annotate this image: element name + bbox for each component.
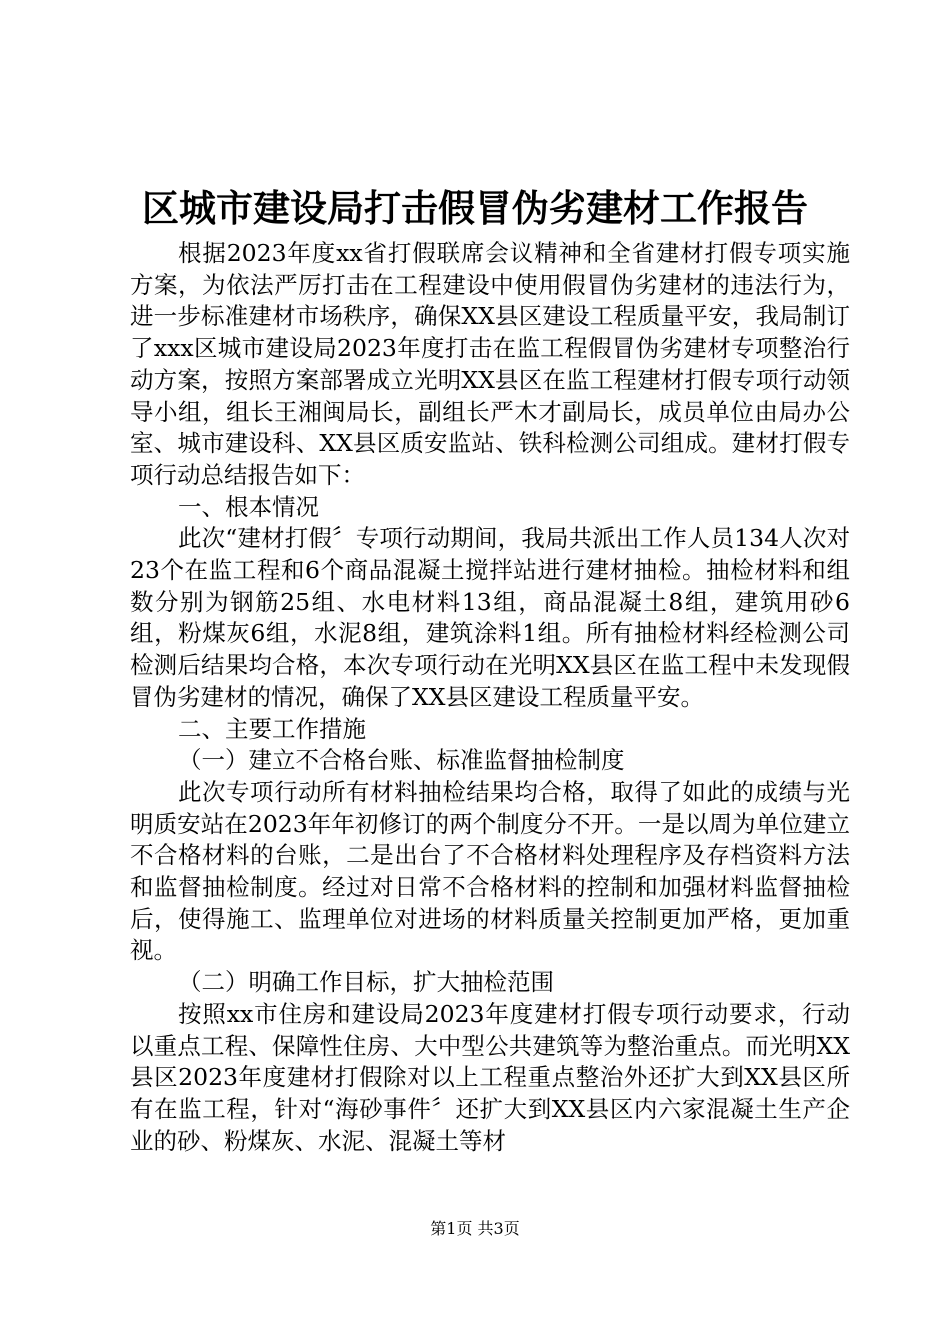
page-title: 区城市建设局打击假冒伪劣建材工作报告 [142, 186, 808, 230]
document-body [130, 238, 850, 1157]
page-footer: 第1页 共3页 [430, 1219, 520, 1238]
ledger-system-paragraph: 此次专项行动所有材料抽检结果均合格，取得了如此的成绩与光明质安站在2023年年初修订的两个制度分不开。一是以周为单位建立不合格材料的台账，二是出台了不合格材料处理程序及存档资料方法和监督抽检制度。经过对日常不合格材料的控制和加强材料监督抽检后，使得施工、监理单位对进场的材料质量关控制更加严格，更加重视。 [130, 777, 850, 965]
work-targets-paragraph: 按照xx市住房和建设局2023年度建材打假专项行动要求，行动以重点工程、保障性住房、大中型公共建筑等为整治重点。而光明XX县区2023年度建材打假除对以上工程重点整治外还扩大到XX县区所有在监工程，针对“海砂事件〞还扩大到XX县区内六家混凝土生产企业的砂、粉煤灰、水泥、混凝土等材 [130, 999, 850, 1155]
intro-paragraph: 根据2023年度xx省打假联席会议精神和全省建材打假专项实施方案，为依法严厉打击在工程建设中使用假冒伪劣建材的违法行为，进一步标准建材市场秩序，确保XX县区建设工程质量平安，我局制订了xxx区城市建设局2023年度打击在监工程假冒伪劣建材专项整治行动方案，按照方案部署成立光明XX县区在监工程建材打假专项行动领导小组，组长王湘闽局长，副组长严木才副局长，成员单位由局办公室、城市建设科、XX县区质安监站、铁科检测公司组成。建材打假专项行动总结报告如下： [130, 239, 850, 489]
basic-situation-paragraph: 此次“建材打假〞专项行动期间，我局共派出工作人员134人次对23个在监工程和6个商品混凝土搅拌站进行建材抽检。抽检材料和组数分别为钢筋25组、水电材料13组，商品混凝土8组，建筑用砂6组，粉煤灰6组，水泥8组，建筑涂料1组。所有抽检材料经检测公司检测后结果均合格，本次专项行动在光明XX县区在监工程中未发现假冒伪劣建材的情况，确保了XX县区建设工程质量平安。 [130, 524, 850, 711]
subsection-heading-ledger-system: （一）建立不合格台账、标准监督抽检制度 [178, 746, 625, 775]
section-heading-main-measures: 二、主要工作措施 [178, 714, 366, 743]
subsection-heading-work-targets: （二）明确工作目标，扩大抽检范围 [178, 968, 554, 997]
section-heading-basic-situation: 一、根本情况 [178, 492, 319, 521]
